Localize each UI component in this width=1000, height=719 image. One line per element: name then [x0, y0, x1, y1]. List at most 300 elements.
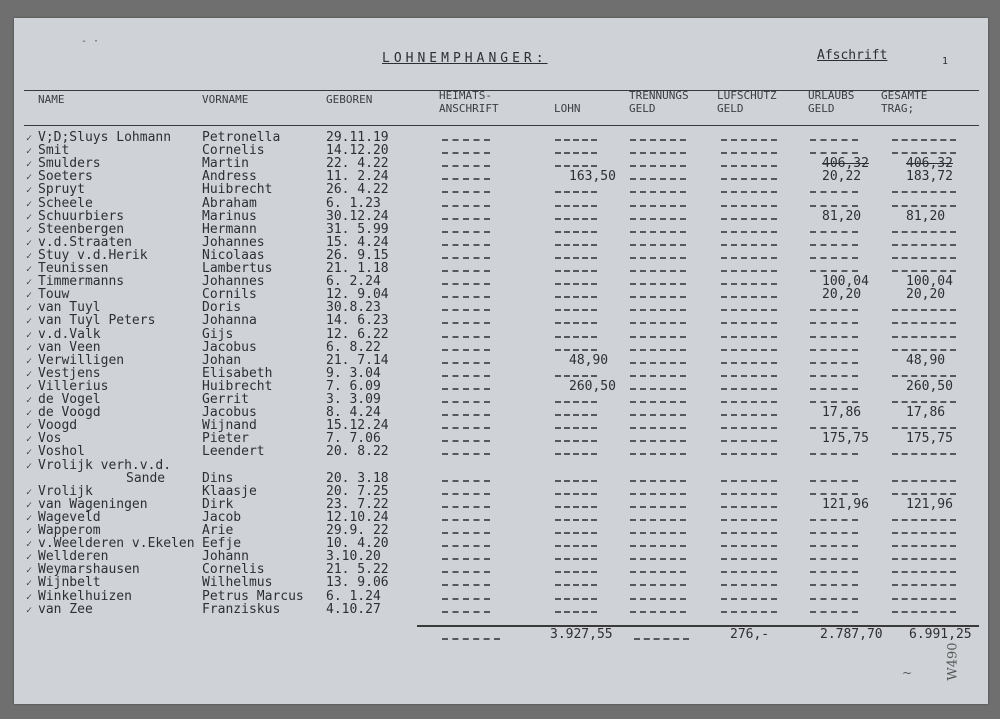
empty-cell-dash	[555, 152, 597, 154]
empty-cell-dash	[630, 598, 686, 600]
margin-check-mark: ✓	[26, 250, 33, 262]
cell-vorname: Marinus	[202, 208, 257, 224]
empty-cell-dash	[555, 584, 597, 586]
cell-name: Smulders	[38, 156, 101, 172]
cell-gesamt: 175,75	[906, 431, 953, 447]
empty-cell-dash	[721, 598, 777, 600]
header-urlaub-1: URLAUBS	[808, 89, 855, 102]
cell-geboren: 26. 9.15	[326, 247, 389, 263]
cell-vorname: Martin	[202, 156, 249, 172]
empty-cell-dash	[721, 362, 777, 364]
cell-urlaub: 20,20	[822, 287, 862, 303]
empty-cell-dash	[810, 519, 858, 521]
cell-geboren: 21. 5.22	[326, 562, 389, 578]
page-title: LOHNEMPHANGER:	[382, 51, 548, 66]
cell-lohn: 163,50	[569, 169, 616, 185]
empty-cell-dash	[442, 388, 490, 390]
empty-cell-dash	[810, 480, 858, 482]
totals-rule	[417, 625, 979, 627]
empty-cell-dash	[892, 558, 956, 560]
empty-cell-dash	[630, 296, 686, 298]
cell-name: v.d.Straaten	[38, 234, 132, 250]
empty-cell-dash	[555, 545, 597, 547]
empty-cell-dash	[810, 336, 858, 338]
total-trennung-dash	[634, 638, 689, 640]
empty-cell-dash	[810, 152, 858, 154]
empty-cell-dash	[892, 322, 956, 324]
empty-cell-dash	[721, 257, 777, 259]
empty-cell-dash	[892, 191, 956, 193]
empty-cell-dash	[721, 322, 777, 324]
cell-geboren: 21. 1.18	[326, 261, 389, 276]
cell-name: Wijnbelt	[38, 575, 101, 591]
empty-cell-dash	[630, 205, 686, 207]
empty-cell-dash	[442, 611, 490, 613]
empty-cell-dash	[721, 519, 777, 521]
total-gesamt: 6.991,25	[909, 627, 972, 642]
empty-cell-dash	[555, 296, 597, 298]
cell-geboren: 30.8.23	[326, 300, 381, 316]
cell-geboren: 13. 9.06	[326, 575, 389, 591]
empty-cell-dash	[892, 231, 956, 233]
cell-vorname: Dirk	[202, 496, 234, 512]
empty-cell-dash	[630, 558, 686, 560]
empty-cell-dash	[555, 532, 597, 534]
empty-cell-dash	[555, 558, 597, 560]
header-lohn: LOHN	[554, 102, 581, 115]
empty-cell-dash	[555, 191, 597, 193]
empty-cell-dash	[442, 453, 490, 455]
total-luftschutz: 276,-	[730, 627, 770, 642]
cell-name: Teunissen	[38, 261, 109, 276]
cell-geboren: 30.12.24	[326, 208, 389, 224]
cell-vorname: Jacob	[202, 509, 242, 525]
margin-check-mark: ✓	[26, 290, 33, 302]
empty-cell-dash	[892, 598, 956, 600]
empty-cell-dash	[721, 231, 777, 233]
cell-name: Smit	[38, 143, 70, 159]
cell-geboren: 3. 3.09	[326, 392, 381, 407]
empty-cell-dash	[555, 571, 597, 573]
cell-vorname: Abraham	[202, 195, 257, 211]
cell-name: V;D;Sluys Lohmann	[38, 130, 172, 145]
empty-cell-dash	[892, 480, 956, 482]
empty-cell-dash	[721, 283, 777, 285]
empty-cell-dash	[810, 257, 858, 259]
empty-cell-dash	[721, 349, 777, 351]
cell-vorname: Dins	[202, 470, 234, 486]
empty-cell-dash	[442, 506, 490, 508]
empty-cell-dash	[892, 401, 956, 403]
cell-name: Scheele	[38, 195, 93, 211]
cell-geboren: 9. 3.04	[326, 365, 381, 381]
empty-cell-dash	[721, 218, 777, 220]
empty-cell-dash	[892, 336, 956, 338]
cell-name: Villerius	[38, 378, 109, 394]
empty-cell-dash	[442, 480, 490, 482]
empty-cell-dash	[630, 309, 686, 311]
margin-check-mark: ✓	[26, 395, 33, 406]
cell-geboren: 20. 3.18	[326, 470, 389, 486]
empty-cell-dash	[630, 453, 686, 455]
cell-lohn: 260,50	[569, 378, 616, 394]
empty-cell-dash	[721, 309, 777, 311]
margin-check-mark: ✓	[26, 421, 33, 433]
cell-vorname: Johannes	[202, 234, 265, 250]
empty-cell-dash	[810, 191, 858, 193]
empty-cell-dash	[721, 453, 777, 455]
empty-cell-dash	[892, 257, 956, 259]
cell-name: Vos	[38, 431, 62, 447]
cell-name: de Voogd	[38, 405, 101, 421]
empty-cell-dash	[442, 283, 490, 285]
empty-cell-dash	[630, 584, 686, 586]
empty-cell-dash	[721, 571, 777, 573]
cell-name: van Veen	[38, 339, 101, 355]
cell-lohn: 48,90	[569, 352, 609, 368]
empty-cell-dash	[555, 218, 597, 220]
cell-vorname: Jacobus	[202, 405, 257, 421]
cell-geboren: 26. 4.22	[326, 182, 389, 198]
cell-name: v.Weelderen v.Ekelen	[38, 536, 195, 552]
empty-cell-dash	[442, 584, 490, 586]
cell-vorname: Eefje	[202, 536, 242, 552]
cell-geboren: 21. 7.14	[326, 352, 389, 368]
cell-name: Vestjens	[38, 365, 101, 381]
empty-cell-dash	[555, 375, 597, 377]
cell-geboren: 6. 1.23	[326, 195, 381, 211]
empty-cell-dash	[721, 139, 777, 141]
empty-cell-dash	[810, 270, 858, 272]
margin-check-mark: ✓	[26, 146, 33, 158]
empty-cell-dash	[721, 611, 777, 613]
margin-check-mark: ✓	[26, 565, 33, 577]
cell-name: Voshol	[38, 444, 85, 460]
cell-vorname: Wilhelmus	[202, 575, 273, 591]
empty-cell-dash	[892, 375, 956, 377]
empty-cell-dash	[892, 571, 956, 573]
cell-name: van Zee	[38, 601, 93, 617]
empty-cell-dash	[442, 440, 490, 442]
cell-geboren: 22. 4.22	[326, 156, 389, 172]
cell-name: v.d.Valk	[38, 326, 101, 342]
empty-cell-dash	[442, 257, 490, 259]
cell-geboren: 12. 9.04	[326, 287, 389, 303]
empty-cell-dash	[442, 205, 490, 207]
cell-urlaub: 175,75	[822, 431, 869, 447]
cell-vorname: Cornelis	[202, 143, 265, 159]
cell-name: Spruyt	[38, 182, 85, 198]
margin-check-mark: ✓	[26, 185, 33, 197]
empty-cell-dash	[555, 401, 597, 403]
empty-cell-dash	[630, 545, 686, 547]
empty-cell-dash	[442, 598, 490, 600]
empty-cell-dash	[892, 519, 956, 521]
header-bottom-rule	[24, 125, 979, 126]
cell-name: Verwilligen	[38, 352, 125, 368]
cell-geboren: 11. 2.24	[326, 169, 389, 185]
header-heimat-1: HEIMATS-	[439, 89, 492, 102]
empty-cell-dash	[442, 414, 490, 416]
empty-cell-dash	[442, 191, 490, 193]
cell-vorname: Doris	[202, 300, 242, 316]
empty-cell-dash	[442, 532, 490, 534]
empty-cell-dash	[555, 283, 597, 285]
margin-check-mark: ✓	[26, 486, 33, 498]
empty-cell-dash	[555, 322, 597, 324]
empty-cell-dash	[555, 336, 597, 338]
empty-cell-dash	[555, 165, 597, 167]
header-vorname: VORNAME	[202, 93, 249, 106]
header-luftschutz-2: GELD	[717, 102, 744, 115]
total-lohn: 3.927,55	[550, 627, 613, 642]
empty-cell-dash	[721, 506, 777, 508]
cell-name: Vrolijk	[38, 483, 93, 499]
margin-check-mark: ✓	[26, 447, 33, 459]
empty-cell-dash	[721, 336, 777, 338]
empty-cell-dash	[810, 375, 858, 377]
cell-gesamt: 81,20	[906, 208, 946, 224]
empty-cell-dash	[721, 178, 777, 180]
cell-geboren: 20. 7.25	[326, 483, 389, 499]
empty-cell-dash	[630, 506, 686, 508]
header-trennung-2: GELD	[629, 102, 656, 115]
empty-cell-dash	[721, 584, 777, 586]
empty-cell-dash	[555, 480, 597, 482]
margin-check-mark: ✓	[26, 211, 33, 223]
empty-cell-dash	[810, 231, 858, 233]
cell-name: Touw	[38, 287, 70, 303]
header-gesamt-2: TRAG;	[881, 102, 915, 115]
empty-cell-dash	[810, 388, 858, 390]
empty-cell-dash	[630, 218, 686, 220]
cell-vorname: Petronella	[202, 130, 281, 145]
empty-cell-dash	[442, 231, 490, 233]
empty-cell-dash	[721, 296, 777, 298]
margin-check-mark: ✓	[26, 329, 33, 341]
empty-cell-dash	[442, 244, 490, 246]
empty-cell-dash	[442, 571, 490, 573]
document-page	[14, 18, 988, 704]
margin-check-mark: ✓	[26, 591, 33, 603]
empty-cell-dash	[555, 205, 597, 207]
cell-name: Sande	[126, 470, 166, 486]
cell-name: Stuy v.d.Herik	[38, 247, 148, 263]
margin-check-mark: ✓	[26, 368, 33, 380]
cell-geboren: 6. 2.24	[326, 274, 381, 290]
margin-check-mark: ✓	[26, 237, 33, 249]
empty-cell-dash	[810, 532, 858, 534]
cell-vorname: Johanna	[202, 313, 257, 329]
empty-cell-dash	[721, 480, 777, 482]
empty-cell-dash	[892, 270, 956, 272]
empty-cell-dash	[630, 244, 686, 246]
cell-geboren: 7. 6.09	[326, 378, 381, 394]
stamp-mark: - ·	[81, 36, 100, 47]
empty-cell-dash	[630, 152, 686, 154]
cell-urlaub: 121,96	[822, 496, 869, 512]
cell-vorname: Gerrit	[202, 392, 249, 407]
empty-cell-dash	[555, 309, 597, 311]
cell-name: Steenbergen	[38, 221, 125, 237]
empty-cell-dash	[721, 427, 777, 429]
empty-cell-dash	[555, 453, 597, 455]
empty-cell-dash	[442, 296, 490, 298]
header-heimat-2: ANSCHRIFT	[439, 102, 499, 115]
empty-cell-dash	[442, 322, 490, 324]
empty-cell-dash	[555, 611, 597, 613]
margin-check-mark: ✓	[26, 604, 33, 616]
empty-cell-dash	[442, 336, 490, 338]
empty-cell-dash	[721, 558, 777, 560]
page-number: 1	[942, 56, 949, 67]
handwritten-note: W490	[945, 642, 961, 681]
margin-check-mark: ✓	[26, 133, 33, 144]
cell-geboren: 29.9. 22	[326, 523, 389, 538]
margin-check-mark: ✓	[26, 434, 33, 446]
empty-cell-dash	[721, 493, 777, 495]
empty-cell-dash	[442, 519, 490, 521]
header-trennung-1: TRENNUNGS	[629, 89, 689, 102]
empty-cell-dash	[892, 493, 956, 495]
cell-vorname: Pieter	[202, 431, 249, 447]
empty-cell-dash	[630, 139, 686, 141]
cell-name: van Tuyl	[38, 300, 101, 316]
empty-cell-dash	[442, 139, 490, 141]
empty-cell-dash	[442, 349, 490, 351]
empty-cell-dash	[555, 427, 597, 429]
cell-name: Soeters	[38, 169, 93, 185]
cell-vorname: Johann	[202, 549, 249, 565]
cell-name: Vrolijk verh.v.d.	[38, 457, 172, 473]
cell-geboren: 15. 4.24	[326, 234, 389, 250]
empty-cell-dash	[630, 414, 686, 416]
empty-cell-dash	[810, 558, 858, 560]
margin-check-mark: ✓	[26, 172, 33, 184]
empty-cell-dash	[630, 270, 686, 272]
empty-cell-dash	[630, 388, 686, 390]
empty-cell-dash	[442, 309, 490, 311]
empty-cell-dash	[721, 165, 777, 167]
empty-cell-dash	[721, 440, 777, 442]
header-geboren: GEBOREN	[326, 93, 373, 106]
empty-cell-dash	[810, 139, 858, 141]
cell-name: Wapperom	[38, 523, 101, 538]
empty-cell-dash	[810, 493, 858, 495]
cell-name: Timmermanns	[38, 274, 125, 290]
empty-cell-dash	[442, 152, 490, 154]
empty-cell-dash	[721, 545, 777, 547]
cell-vorname: Johan	[202, 352, 242, 368]
empty-cell-dash	[442, 362, 490, 364]
empty-cell-dash	[630, 165, 686, 167]
cell-geboren: 31. 5.99	[326, 221, 389, 237]
cell-vorname: Huibrecht	[202, 378, 273, 394]
margin-check-mark: ✓	[26, 512, 33, 524]
margin-check-mark: ✓	[26, 303, 33, 315]
empty-cell-dash	[810, 309, 858, 311]
empty-cell-dash	[892, 349, 956, 351]
header-gesamt-1: GESAMTE	[881, 89, 928, 102]
cell-geboren: 6. 1.24	[326, 588, 381, 604]
cell-name: van Tuyl Peters	[38, 313, 156, 329]
cell-gesamt: 100,04	[906, 274, 953, 290]
cell-urlaub: 100,04	[822, 274, 869, 290]
cell-gesamt: 406,32	[906, 156, 953, 172]
empty-cell-dash	[442, 545, 490, 547]
margin-check-mark: ✓	[26, 316, 33, 328]
cell-urlaub: 20,22	[822, 169, 862, 185]
empty-cell-dash	[630, 283, 686, 285]
empty-cell-dash	[810, 611, 858, 613]
empty-cell-dash	[630, 336, 686, 338]
margin-check-mark: ✓	[26, 224, 33, 236]
empty-cell-dash	[630, 231, 686, 233]
margin-check-mark: ✓	[26, 539, 33, 551]
cell-gesamt: 183,72	[906, 169, 953, 185]
empty-cell-dash	[442, 401, 490, 403]
margin-check-mark: ✓	[26, 526, 33, 537]
empty-cell-dash	[810, 244, 858, 246]
margin-check-mark: ✓	[26, 460, 33, 472]
cell-vorname: Arie	[202, 523, 234, 538]
cell-vorname: Hermann	[202, 221, 257, 237]
cell-gesamt: 48,90	[906, 352, 946, 368]
margin-check-mark: ✓	[26, 499, 33, 511]
cell-name: Winkelhuizen	[38, 588, 132, 604]
cell-geboren: 15.12.24	[326, 418, 389, 434]
empty-cell-dash	[810, 401, 858, 403]
empty-cell-dash	[721, 414, 777, 416]
cell-geboren: 7. 7.06	[326, 431, 381, 447]
empty-cell-dash	[721, 270, 777, 272]
cell-vorname: Andress	[202, 169, 257, 185]
empty-cell-dash	[442, 165, 490, 167]
empty-cell-dash	[630, 427, 686, 429]
cell-urlaub: 406,32	[822, 156, 869, 172]
header-name: NAME	[38, 93, 65, 106]
empty-cell-dash	[810, 362, 858, 364]
total-heimat-dash	[442, 638, 500, 640]
cell-geboren: 3.10.20	[326, 549, 381, 565]
empty-cell-dash	[810, 571, 858, 573]
empty-cell-dash	[721, 375, 777, 377]
empty-cell-dash	[555, 506, 597, 508]
empty-cell-dash	[721, 244, 777, 246]
empty-cell-dash	[555, 349, 597, 351]
empty-cell-dash	[892, 611, 956, 613]
cell-vorname: Klaasje	[202, 483, 257, 499]
empty-cell-dash	[555, 270, 597, 272]
empty-cell-dash	[892, 453, 956, 455]
empty-cell-dash	[555, 598, 597, 600]
empty-cell-dash	[555, 440, 597, 442]
handwritten-scribble: ~	[902, 666, 913, 680]
empty-cell-dash	[630, 257, 686, 259]
margin-check-mark: ✓	[26, 578, 33, 590]
empty-cell-dash	[892, 427, 956, 429]
cell-urlaub: 17,86	[822, 405, 862, 421]
empty-cell-dash	[630, 519, 686, 521]
cell-urlaub: 81,20	[822, 208, 862, 224]
empty-cell-dash	[630, 362, 686, 364]
cell-vorname: Cornelis	[202, 562, 265, 578]
empty-cell-dash	[555, 519, 597, 521]
margin-check-mark: ✓	[26, 355, 33, 367]
empty-cell-dash	[630, 440, 686, 442]
cell-gesamt: 17,86	[906, 405, 946, 421]
empty-cell-dash	[630, 375, 686, 377]
